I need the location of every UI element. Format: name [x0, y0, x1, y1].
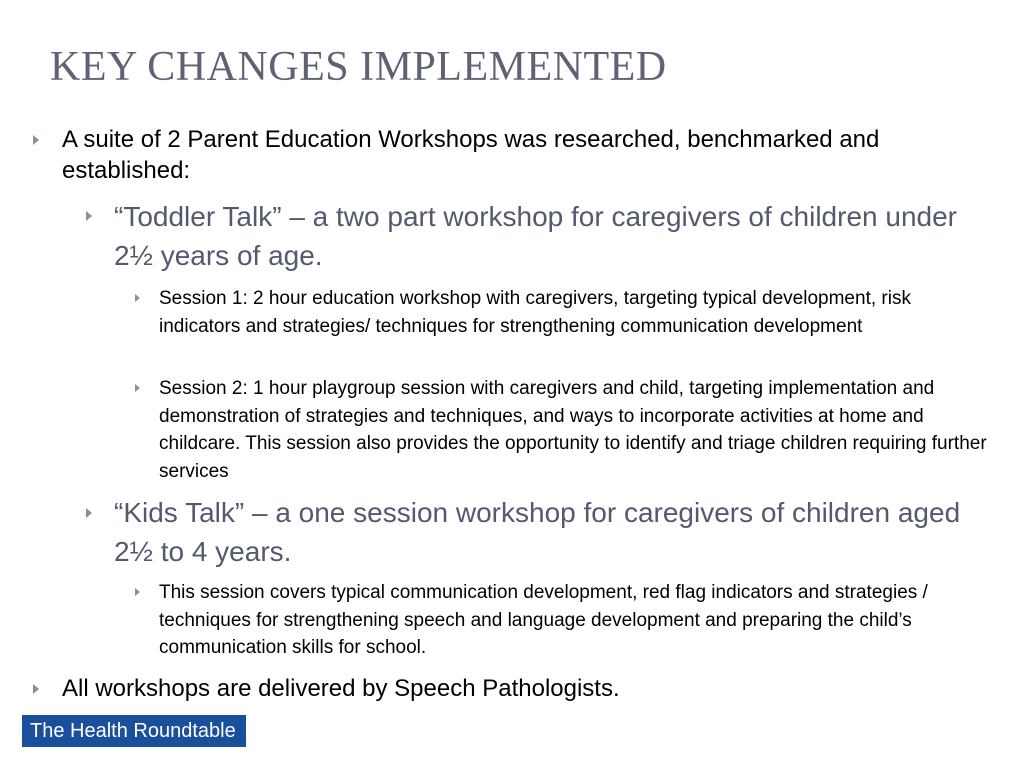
bullet-arrow-icon	[86, 211, 92, 221]
bullet-arrow-icon	[135, 384, 140, 392]
bullet-arrow-icon	[135, 294, 140, 302]
bullet-session-1: Session 1: 2 hour education workshop with caregivers, targeting typical development, risk indicators and strategies/ techniques for strengthening communication development	[159, 288, 911, 337]
bullet-suite-of-workshops: A suite of 2 Parent Education Workshops was researched, benchmarked and established:	[62, 126, 880, 184]
bullet-toddler-talk: “Toddler Talk” – a two part workshop for caregivers of children under 2½ years of age.	[114, 201, 957, 271]
footer-logo-label: The Health Roundtable	[22, 715, 246, 747]
bullet-arrow-icon	[135, 588, 140, 596]
bullet-arrow-icon	[33, 684, 39, 694]
bullet-arrow-icon	[33, 135, 39, 145]
bullet-kids-talk-session: This session covers typical communication development, red flag indicators and strategies / techniques for strengthening speech and language development and preparing the child’s communication skills for school.	[159, 582, 928, 658]
bullet-session-2: Session 2: 1 hour playgroup session with caregivers and child, targeting implementation and demonstration of strategies and techniques, and ways to incorporate activities at home and childcare. This session also provides the opportunity to identify and triage children requiring further services	[159, 378, 987, 482]
bullet-speech-pathologists: All workshops are delivered by Speech Pathologists.	[62, 675, 620, 702]
slide-title: KEY CHANGES IMPLEMENTED	[50, 44, 667, 90]
bullet-arrow-icon	[86, 508, 92, 518]
bullet-kids-talk: “Kids Talk” – a one session workshop for caregivers of children aged 2½ to 4 years.	[114, 497, 961, 567]
